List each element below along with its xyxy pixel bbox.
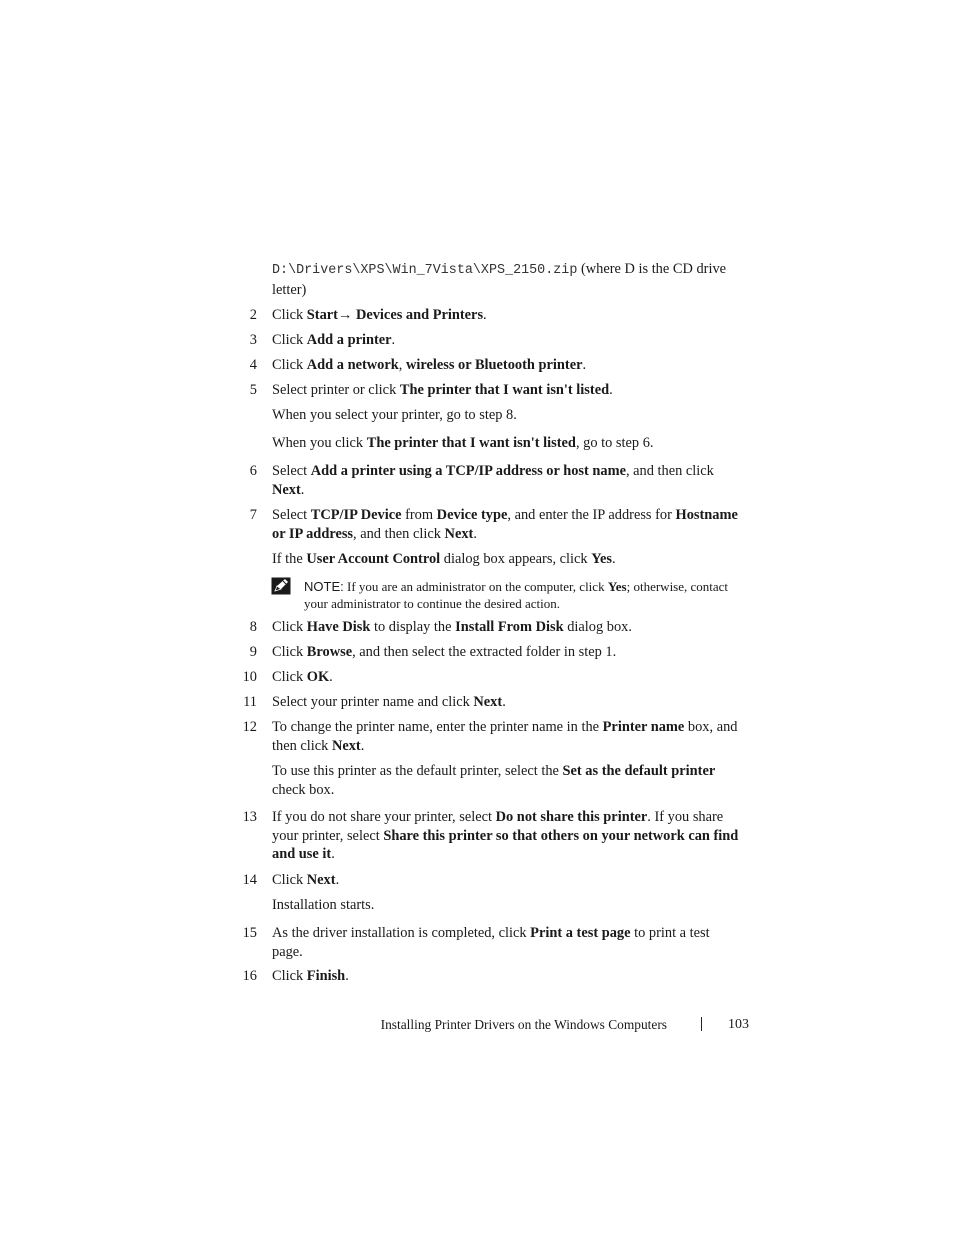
step-number: 5 bbox=[249, 382, 257, 398]
step-number: 14 bbox=[242, 872, 257, 888]
step-16-text: Click Finish. bbox=[272, 968, 349, 984]
note-text: NOTE: If you are an administrator on the computer, click Yes; otherwise, contact your administrator to continue the desired action. bbox=[304, 579, 729, 611]
step-number: 13 bbox=[242, 809, 257, 825]
step-12-sub-1: To use this printer as the default printer, select the Set as the default printer check box. bbox=[272, 763, 716, 798]
step-number: 6 bbox=[249, 463, 257, 479]
footer-divider bbox=[701, 1017, 702, 1031]
step-4-text: Click Add a network, wireless or Bluetooth printer. bbox=[272, 357, 587, 373]
note-label: NOTE: bbox=[304, 579, 344, 594]
step-number: 10 bbox=[242, 669, 257, 685]
step-number: 16 bbox=[242, 968, 257, 984]
step-5-text: Select printer or click The printer that I want isn't listed. bbox=[272, 382, 613, 398]
step-number: 4 bbox=[249, 357, 257, 373]
step-13-text: If you do not share your printer, select Do not share this printer. If you share your printer, select Share this printer so that others on your network can find and use it. bbox=[272, 809, 739, 862]
step-2-text: Click Start→ Devices and Printers. bbox=[272, 307, 487, 323]
step-number: 3 bbox=[249, 332, 257, 348]
step-8-text: Click Have Disk to display the Install From Disk dialog box. bbox=[272, 619, 632, 635]
step-14-text: Click Next. bbox=[272, 872, 340, 888]
footer-chapter-title: Installing Printer Drivers on the Windows Computers bbox=[380, 1017, 667, 1032]
step-5-sub-1: When you select your printer, go to step 8. bbox=[272, 407, 517, 423]
step-9-text: Click Browse, and then select the extracted folder in step 1. bbox=[272, 644, 617, 660]
step-number: 12 bbox=[242, 719, 257, 735]
step-number: 15 bbox=[242, 925, 257, 941]
step-number: 8 bbox=[249, 619, 257, 635]
step-14-sub-1: Installation starts. bbox=[272, 897, 375, 913]
step-number: 2 bbox=[249, 307, 257, 323]
step-number: 9 bbox=[249, 644, 257, 660]
step-number: 7 bbox=[249, 507, 257, 523]
step-3-text: Click Add a printer. bbox=[272, 332, 396, 348]
arrow-icon: → bbox=[337, 307, 353, 323]
step-7-text: Select TCP/IP Device from Device type, and enter the IP address for Hostname or IP address, and then click Next. bbox=[272, 507, 738, 542]
step-5-sub-2: When you click The printer that I want isn't listed, go to step 6. bbox=[272, 435, 654, 451]
step-15-text: As the driver installation is completed, click Print a test page to print a test page. bbox=[272, 925, 710, 960]
intro-path-paragraph: D:\Drivers\XPS\Win_7Vista\XPS_2150.zip (where D is the CD drive letter) bbox=[272, 261, 727, 298]
note-pencil-icon bbox=[271, 577, 291, 595]
step-12-text: To change the printer name, enter the printer name in the Printer name box, and then click Next. bbox=[272, 719, 738, 754]
driver-path: D:\Drivers\XPS\Win_7Vista\XPS_2150.zip bbox=[272, 263, 578, 278]
page-number: 103 bbox=[728, 1017, 749, 1032]
step-number: 11 bbox=[243, 694, 257, 710]
step-10-text: Click OK. bbox=[272, 669, 333, 685]
step-6-text: Select Add a printer using a TCP/IP address or host name, and then click Next. bbox=[272, 463, 714, 498]
step-7-sub-1: If the User Account Control dialog box appears, click Yes. bbox=[272, 551, 616, 567]
step-11-text: Select your printer name and click Next. bbox=[272, 694, 506, 710]
